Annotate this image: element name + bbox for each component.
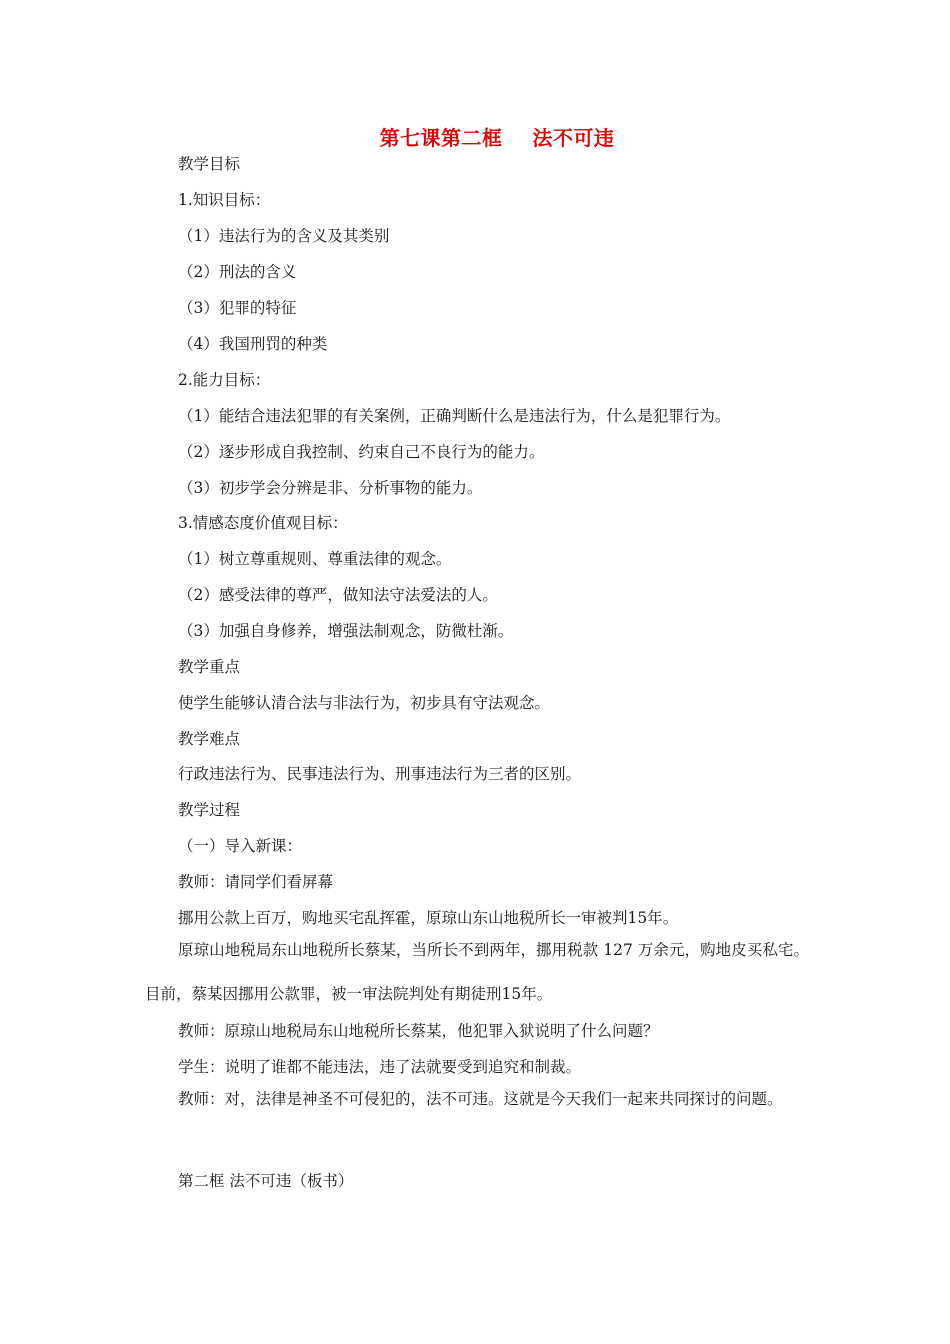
section-heading-process: 教学过程 [178,801,241,819]
news-headline: 挪用公款上百万，购地买宅乱挥霍，原琼山东山地税所长一审被判15年。 [178,909,679,927]
attitude-goal-2: （2）感受法律的尊严，做知法守法爱法的人。 [178,586,498,604]
section-heading-objectives: 教学目标 [178,155,241,173]
student-answer: 学生：说明了谁都不能违法，违了法就要受到追究和制裁。 [178,1058,582,1076]
knowledge-goal-1: （1）违法行为的含义及其类别 [178,227,390,245]
news-paragraph: 原琼山地税局东山地税所长蔡某，当所长不到两年，挪用税款 127 万余元，购地皮买私宅。目前，蔡某因挪用公款罪，被一审法院判处有期徒刑15年。 [145,941,809,1003]
teacher-question: 教师：原琼山地税局东山地税所长蔡某，他犯罪入狱说明了什么问题？ [178,1022,659,1040]
difficulty-text: 行政违法行为、民事违法行为、刑事违法行为三者的区别。 [178,765,582,783]
ability-goal-heading: 2.能力目标： [178,371,271,389]
intro-heading: （一）导入新课： [178,837,303,855]
ability-goal-2: （2）逐步形成自我控制、约束自己不良行为的能力。 [178,443,545,461]
attitude-goal-heading: 3.情感态度价值观目标： [178,514,348,532]
ability-goal-1: （1）能结合违法犯罪的有关案例，正确判断什么是违法行为，什么是犯罪行为。 [178,407,731,425]
key-point-text: 使学生能够认清合法与非法行为，初步具有守法观念。 [178,694,551,712]
document-title: 第七课第二框 法不可违 [379,126,615,150]
attitude-goal-1: （1）树立尊重规则、尊重法律的观念。 [178,550,452,568]
knowledge-goal-3: （3）犯罪的特征 [178,299,297,317]
section-heading-key-point: 教学重点 [178,658,241,676]
knowledge-goal-2: （2）刑法的含义 [178,263,297,281]
knowledge-goal-4: （4）我国刑罚的种类 [178,335,328,353]
knowledge-goal-heading: 1.知识目标： [178,191,271,209]
ability-goal-3: （3）初步学会分辨是非、分析事物的能力。 [178,479,483,497]
board-title: 第二框 法不可违（板书） [178,1172,354,1190]
teacher-conclusion: 教师：对，法律是神圣不可侵犯的，法不可违。这就是今天我们一起来共同探讨的问题。 [178,1090,783,1108]
section-heading-difficulty: 教学难点 [178,730,241,748]
teacher-line-1: 教师：请同学们看屏幕 [178,873,334,891]
attitude-goal-3: （3）加强自身修养，增强法制观念，防微杜渐。 [178,622,514,640]
